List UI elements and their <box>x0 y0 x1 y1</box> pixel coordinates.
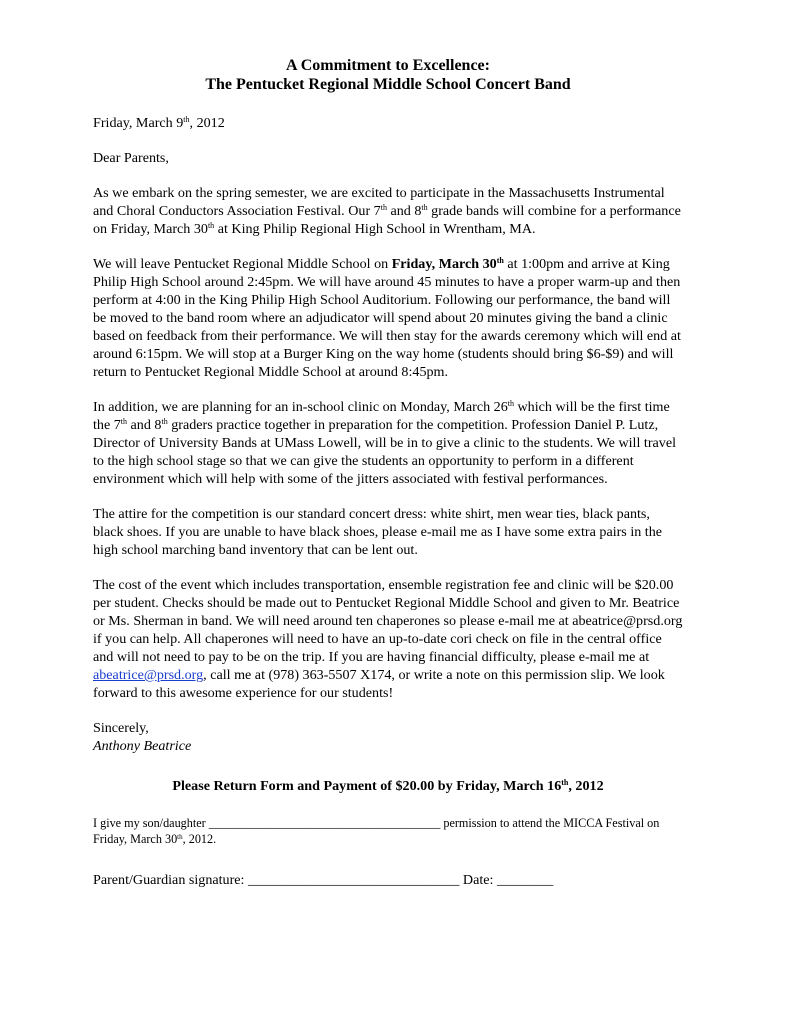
closing-block <box>93 719 683 755</box>
return-form-notice: Please Return Form and Payment of $20.00 by Friday, March 16th, 2012 <box>172 778 604 794</box>
signature-line: Parent/Guardian signature: ______________________________ Date: ________ <box>93 872 554 888</box>
salutation: Dear Parents, <box>93 150 169 166</box>
signer-name: Anthony Beatrice <box>93 738 192 754</box>
paragraph-cost: The cost of the event which includes transportation, ensemble registration fee and clinic will be $20.00 per student. Checks should be made out to Pentucket Regional Middle School and given to Mr. Beatrice or Ms. Sherman in band. We will need around ten chaperones so please e-mail me at abeatrice@prsd.org if you can help. All chaperones will need to have an up-to-date cori check on file in the central office and will not need to pay to be on the trip. If you are having financial difficulty, please e-mail me at abeatrice@prsd.org, call me at (978) 363-5507 X174, or write a note on this permission slip. We look forward to this awesome experience for our students! <box>93 577 683 701</box>
title-line-1: A Commitment to Excellence: <box>286 57 490 74</box>
paragraph-clinic: In addition, we are planning for an in-school clinic on Monday, March 26th which will be the first time the 7th and 8th graders practice together in preparation for the competition. Profession Daniel P. Lutz, Director of University Bands at UMass Lowell, will be in to give a clinic to the students. We will travel to the high school stage so that we can give the students an opportunity to perform in a different environment which will help with some of the jitters associated with festival performances. <box>93 399 676 487</box>
email-link[interactable]: abeatrice@prsd.org <box>93 667 204 683</box>
letter-title <box>93 56 683 94</box>
letter-page <box>93 56 683 889</box>
letter-date: Friday, March 9th, 2012 <box>93 115 225 131</box>
permission-statement: I give my son/daughter ______________________________________ permission to attend the MICCA Festival on Friday, March 30th, 2012. <box>93 816 660 846</box>
paragraph-schedule: We will leave Pentucket Regional Middle School on Friday, March 30th at 1:00pm and arrive at King Philip High School around 2:45pm. We will have around 45 minutes to have a proper warm-up and then perform at 4:00 in the King Philip High School Auditorium. Following our performance, the band will be moved to the band room where an adjudicator will spend about 20 minutes giving the band a clinic based on feedback from their performance. We will then stay for the awards ceremony which will end at around 6:15pm. We will stop at a Burger King on the way home (students should bring $6-$9) and will return to Pentucket Regional Middle School at around 8:45pm. <box>93 256 681 380</box>
title-line-2: The Pentucket Regional Middle School Concert Band <box>205 76 571 93</box>
paragraph-festival: As we embark on the spring semester, we are excited to participate in the Massachusetts Instrumental and Choral Conductors Association Festival. Our 7th and 8th grade bands will combine for a performance on Friday, March 30th at King Philip Regional High School in Wrentham, MA. <box>93 185 681 237</box>
paragraph-attire: The attire for the competition is our standard concert dress: white shirt, men wear ties, black pants, black shoes. If you are unable to have black shoes, please e-mail me as I have some extra pairs in the high school marching band inventory that can be lent out. <box>93 506 663 558</box>
closing-word: Sincerely, <box>93 720 149 736</box>
